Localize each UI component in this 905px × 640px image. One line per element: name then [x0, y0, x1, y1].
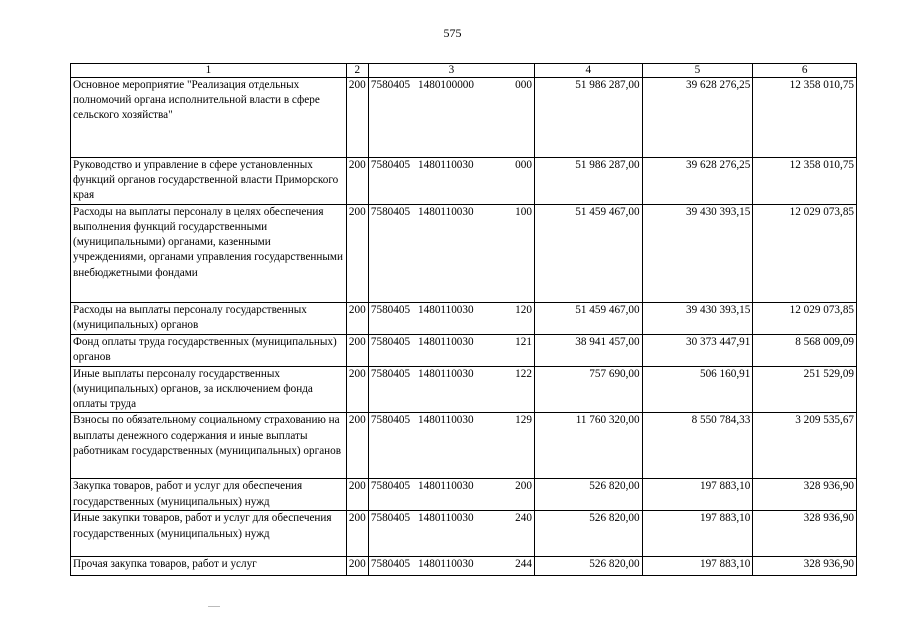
table-row	[71, 302, 857, 334]
ministry-code: 758	[370, 367, 388, 380]
row-classification-code	[368, 413, 534, 479]
row-classification-code	[368, 511, 534, 557]
row-value-6: 328 936,90	[753, 479, 857, 511]
expense-type-code: 240	[515, 512, 532, 525]
target-article-code: 1480110030	[418, 335, 474, 348]
row-value-5: 197 883,10	[642, 479, 753, 511]
row-value-5: 39 430 393,15	[642, 302, 753, 334]
row-value-6: 251 529,09	[753, 366, 857, 413]
row-classification-code	[368, 204, 534, 302]
classification-code-parts	[371, 303, 532, 318]
section-code: 0405	[387, 512, 411, 525]
expense-type-code: 100	[515, 205, 532, 218]
section-code: 0405	[387, 335, 411, 348]
section-code: 0405	[387, 414, 411, 427]
classification-code-parts	[371, 335, 532, 350]
row-name: Руководство и управление в сфере установленных функций органов государственной власти Приморского края	[71, 158, 347, 205]
row-value-6: 8 568 009,09	[753, 334, 857, 366]
row-value-4: 51 459 467,00	[534, 204, 642, 302]
table-row	[71, 158, 857, 205]
classification-code-parts	[371, 367, 532, 382]
row-classification-code	[368, 158, 534, 205]
target-article-code: 1480110030	[418, 367, 474, 380]
table-row	[71, 557, 857, 576]
row-org-code: 200	[346, 78, 368, 158]
row-org-code: 200	[346, 366, 368, 413]
expense-type-code: 000	[515, 79, 532, 91]
ministry-code: 758	[370, 79, 388, 91]
row-value-5: 30 373 447,91	[642, 334, 753, 366]
target-article-code: 1480110030	[418, 512, 474, 525]
row-value-5: 39 628 276,25	[642, 158, 753, 205]
ministry-code: 758	[370, 512, 388, 525]
classification-code-parts	[371, 479, 532, 494]
section-code: 0405	[387, 205, 411, 218]
row-org-code: 200	[346, 302, 368, 334]
row-name: Взносы по обязательному социальному страхованию на выплаты денежного содержания и иные выплаты работникам государственных (муниципальных) органов	[71, 413, 347, 479]
ministry-code: 758	[370, 303, 388, 316]
classification-code-parts	[371, 78, 532, 93]
expense-type-code: 200	[515, 480, 532, 493]
row-value-4: 526 820,00	[534, 511, 642, 557]
budget-table	[70, 63, 857, 576]
row-value-5: 197 883,10	[642, 511, 753, 557]
table-body	[71, 78, 857, 576]
row-name: Иные закупки товаров, работ и услуг для обеспечения государственных (муниципальных) нужд	[71, 511, 347, 557]
section-code: 0405	[387, 367, 411, 380]
ministry-code: 758	[370, 205, 388, 218]
row-value-6: 12 029 073,85	[753, 204, 857, 302]
target-article-code: 1480110030	[418, 205, 474, 218]
row-value-5: 39 628 276,25	[642, 78, 753, 158]
target-article-code: 1480110030	[418, 159, 474, 171]
row-org-code: 200	[346, 557, 368, 576]
table-row	[71, 413, 857, 479]
classification-code-parts	[371, 205, 532, 220]
row-classification-code	[368, 334, 534, 366]
row-name: Фонд оплаты труда государственных (муниципальных) органов	[71, 334, 347, 366]
row-value-4: 757 690,00	[534, 366, 642, 413]
row-classification-code	[368, 366, 534, 413]
row-value-5: 197 883,10	[642, 557, 753, 576]
row-value-4: 51 986 287,00	[534, 158, 642, 205]
column-header-6: 6	[753, 64, 857, 78]
row-value-4: 11 760 320,00	[534, 413, 642, 479]
classification-code-parts	[371, 158, 532, 173]
column-header-3: 3	[368, 64, 534, 78]
row-name: Иные выплаты персоналу государственных (муниципальных) органов, за исключением фонда оплаты труда	[71, 366, 347, 413]
classification-code-parts	[371, 511, 532, 526]
row-value-5: 8 550 784,33	[642, 413, 753, 479]
row-value-6: 328 936,90	[753, 557, 857, 576]
row-name: Расходы на выплаты персоналу государственных (муниципальных) органов	[71, 302, 347, 334]
table-header-row	[71, 64, 857, 78]
ministry-code: 758	[370, 480, 388, 493]
row-org-code: 200	[346, 479, 368, 511]
row-org-code: 200	[346, 204, 368, 302]
ministry-code: 758	[370, 414, 388, 427]
target-article-code: 1480110030	[418, 480, 474, 493]
row-value-5: 39 430 393,15	[642, 204, 753, 302]
target-article-code: 1480110030	[418, 414, 474, 427]
ministry-code: 758	[370, 159, 388, 171]
row-value-6: 12 358 010,75	[753, 78, 857, 158]
row-org-code: 200	[346, 511, 368, 557]
table-row	[71, 204, 857, 302]
row-value-4: 38 941 457,00	[534, 334, 642, 366]
row-value-5: 506 160,91	[642, 366, 753, 413]
column-header-4: 4	[534, 64, 642, 78]
section-code: 0405	[387, 303, 411, 316]
row-classification-code	[368, 78, 534, 158]
row-org-code: 200	[346, 334, 368, 366]
row-name: Закупка товаров, работ и услуг для обеспечения государственных (муниципальных) нужд	[71, 479, 347, 511]
page-number: 575	[443, 26, 462, 40]
table-row	[71, 366, 857, 413]
table-row	[71, 479, 857, 511]
expense-type-code: 244	[515, 558, 532, 571]
classification-code-parts	[371, 557, 532, 572]
expense-type-code: 120	[515, 303, 532, 316]
row-org-code: 200	[346, 413, 368, 479]
table-row	[71, 334, 857, 366]
row-value-4: 526 820,00	[534, 557, 642, 576]
row-classification-code	[368, 302, 534, 334]
row-classification-code	[368, 557, 534, 576]
row-name: Расходы на выплаты персоналу в целях обеспечения выполнения функций государственными (муниципальными) органами, казенными учреждениями, органами управления государственными внебюджетными фондами	[71, 204, 347, 302]
target-article-code: 1480110030	[418, 558, 474, 571]
target-article-code: 1480110030	[418, 303, 474, 316]
expense-type-code: 121	[515, 335, 532, 348]
row-value-4: 526 820,00	[534, 479, 642, 511]
column-header-1: 1	[71, 64, 347, 78]
column-header-2: 2	[346, 64, 368, 78]
row-value-4: 51 986 287,00	[534, 78, 642, 158]
row-value-6: 12 358 010,75	[753, 158, 857, 205]
target-article-code: 1480100000	[418, 79, 474, 91]
row-value-6: 328 936,90	[753, 511, 857, 557]
row-name: Прочая закупка товаров, работ и услуг	[71, 557, 347, 576]
section-code: 0405	[387, 480, 411, 493]
ministry-code: 758	[370, 335, 388, 348]
expense-type-code: 000	[515, 159, 532, 171]
row-org-code: 200	[346, 158, 368, 205]
row-value-6: 3 209 535,67	[753, 413, 857, 479]
table-row	[71, 78, 857, 158]
ministry-code: 758	[370, 558, 388, 571]
section-code: 0405	[387, 79, 411, 91]
section-code: 0405	[387, 159, 411, 171]
row-value-4: 51 459 467,00	[534, 302, 642, 334]
classification-code-parts	[371, 413, 532, 428]
table-row	[71, 511, 857, 557]
row-classification-code	[368, 479, 534, 511]
expense-type-code: 129	[515, 414, 532, 427]
column-header-5: 5	[642, 64, 753, 78]
expense-type-code: 122	[515, 367, 532, 380]
scan-mark	[208, 606, 220, 607]
section-code: 0405	[387, 558, 411, 571]
row-name: Основное мероприятие "Реализация отдельных полномочий органа исполнительной власти в сфере сельского хозяйства"	[71, 78, 347, 158]
row-value-6: 12 029 073,85	[753, 302, 857, 334]
